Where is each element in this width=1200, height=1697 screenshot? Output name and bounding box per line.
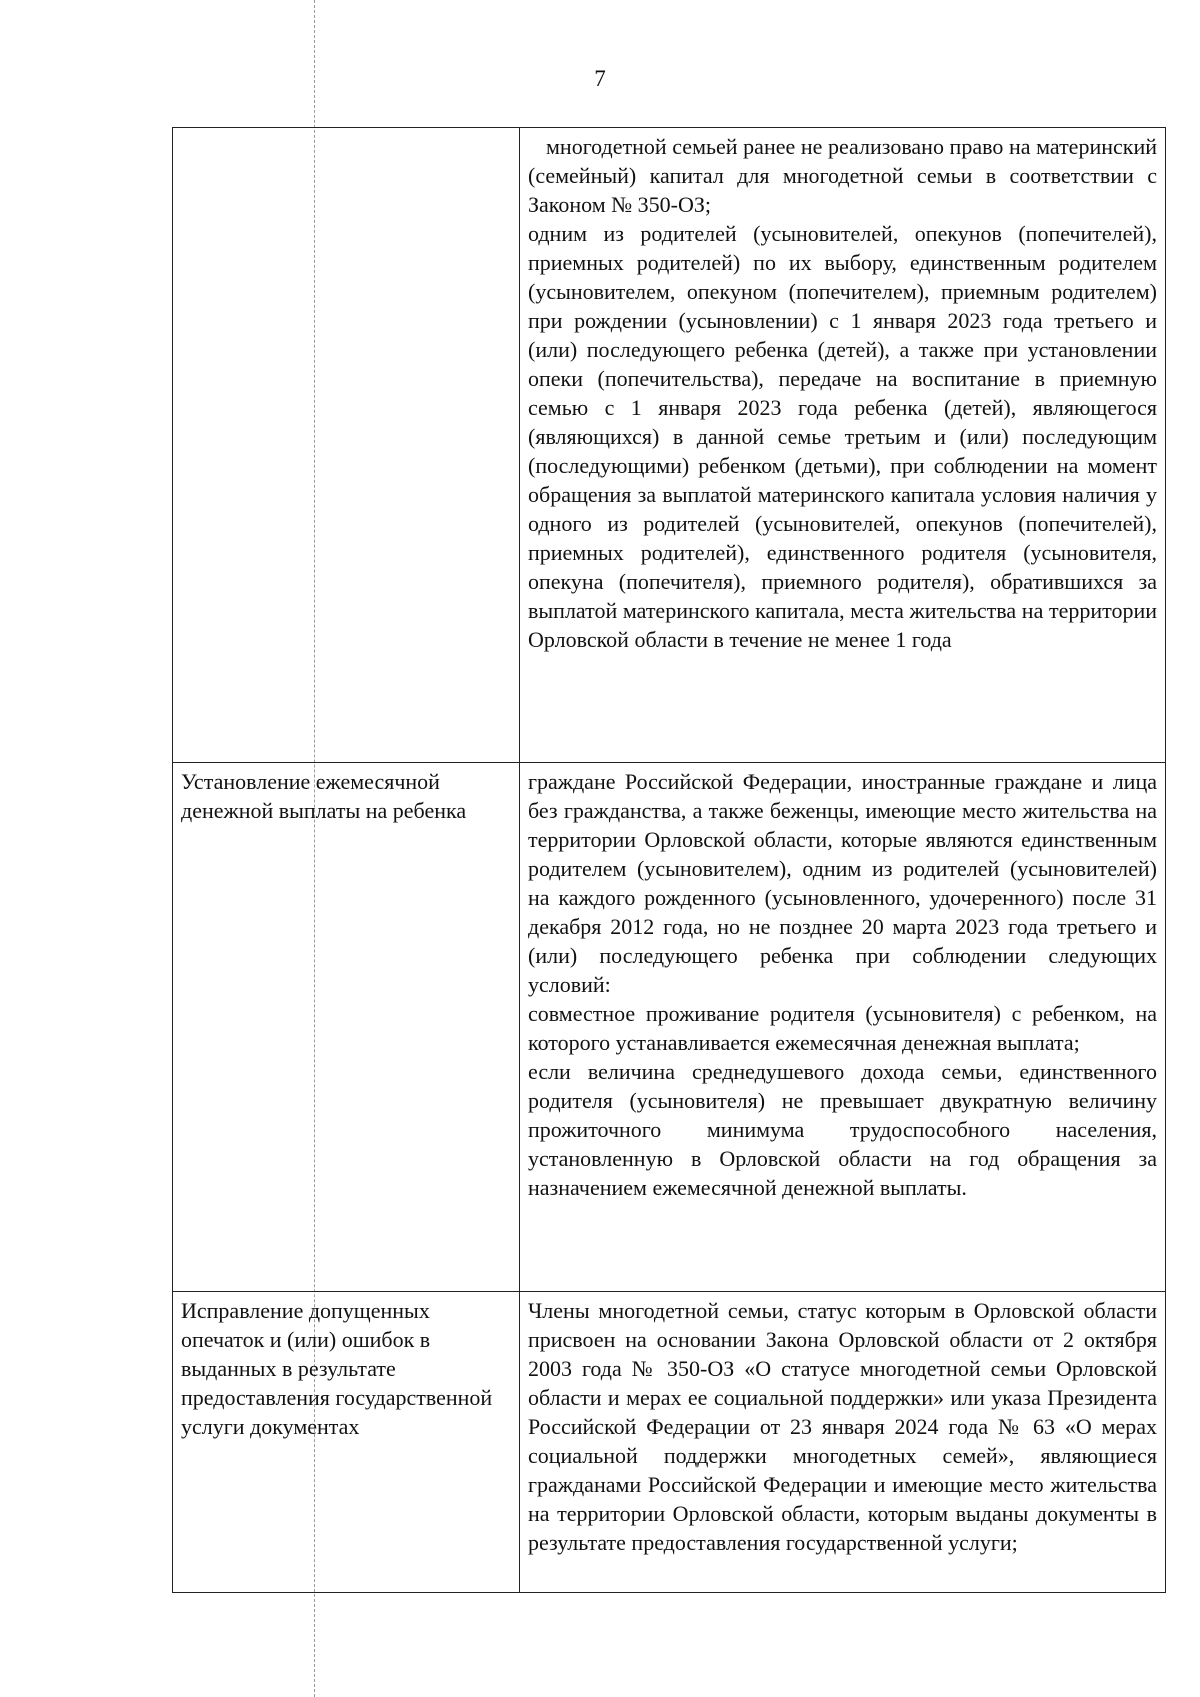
criteria-paragraph: совместное проживание родителя (усыновителя) с ребенком, на которого устанавливается ежемесячная денежная выплата;	[528, 1001, 1157, 1055]
table-row	[173, 128, 1166, 763]
eligibility-table	[172, 127, 1166, 1593]
applicant-criteria-cell	[520, 1292, 1166, 1593]
criteria-paragraph: многодетной семьей ранее не реализовано право на материнский (семейный) капитал для многодетной семьи в соответствии с Законом № 350-ОЗ;	[528, 134, 1157, 217]
criteria-paragraph: граждане Российской Федерации, иностранные граждане и лица без гражданства, а также беженцы, имеющие место жительства на территории Орловской области, которые являются единственным родителем (усыновителем), одним из родителей (усыновителей) на каждого рожденного (усыновленного, удочеренного) после 31 декабря 2012 года, но не позднее 20 марта 2023 года третьего и (или) последующего ребенка при соблюдении следующих условий:	[528, 769, 1157, 997]
criteria-paragraph: Члены многодетной семьи, статус которым в Орловской области присвоен на основании Закона Орловской области от 2 октября 2003 года № 350-ОЗ «О статусе многодетной семьи Орловской области и мерах ее социальной поддержки» или указа Президента Российской Федерации от 23 января 2024 года № 63 «О мерах социальной поддержки многодетных семей», являющиеся гражданами Российской Федерации и имеющие место жительства на территории Орловской области, которым выданы документы в результате предоставления государственной услуги;	[528, 1298, 1157, 1555]
table-row	[173, 763, 1166, 1292]
page-number: 7	[594, 66, 606, 91]
table-row	[173, 1292, 1166, 1593]
service-name-cell	[173, 128, 520, 763]
service-name-cell: Установление ежемесячной денежной выплаты на ребенка	[173, 763, 520, 1292]
criteria-paragraph: одним из родителей (усыновителей, опекунов (попечителей), приемных родителей) по их выбору, единственным родителем (усыновителем, опекуном (попечителем), приемным родителем) при рождении (усыновлении) с 1 января 2023 года третьего и (или) последующего ребенка (детей), а также при установлении опеки (попечительства), передаче на воспитание в приемную семью с 1 января 2023 года ребенка (детей), являющегося (являющихся) в данной семье третьим и (или) последующим (последующими) ребенком (детьми), при соблюдении на момент обращения за выплатой материнского капитала условия наличия у одного из родителей (усыновителей, опекунов (попечителей), приемных родителей), единственного родителя (усыновителя, опекуна (попечителя), приемного родителя), обратившихся за выплатой материнского капитала, места жительства на территории Орловской области в течение не менее 1 года	[528, 221, 1157, 652]
applicant-criteria-cell	[520, 128, 1166, 763]
applicant-criteria-cell	[520, 763, 1166, 1292]
criteria-paragraph: если величина среднедушевого дохода семьи, единственного родителя (усыновителя) не превышает двукратную величину прожиточного минимума трудоспособного населения, установленную в Орловской области на год обращения за назначением ежемесячной денежной выплаты.	[528, 1059, 1157, 1200]
service-name-cell: Исправление допущенных опечаток и (или) ошибок в выданных в результате предоставления государственной услуги документах	[173, 1292, 520, 1593]
